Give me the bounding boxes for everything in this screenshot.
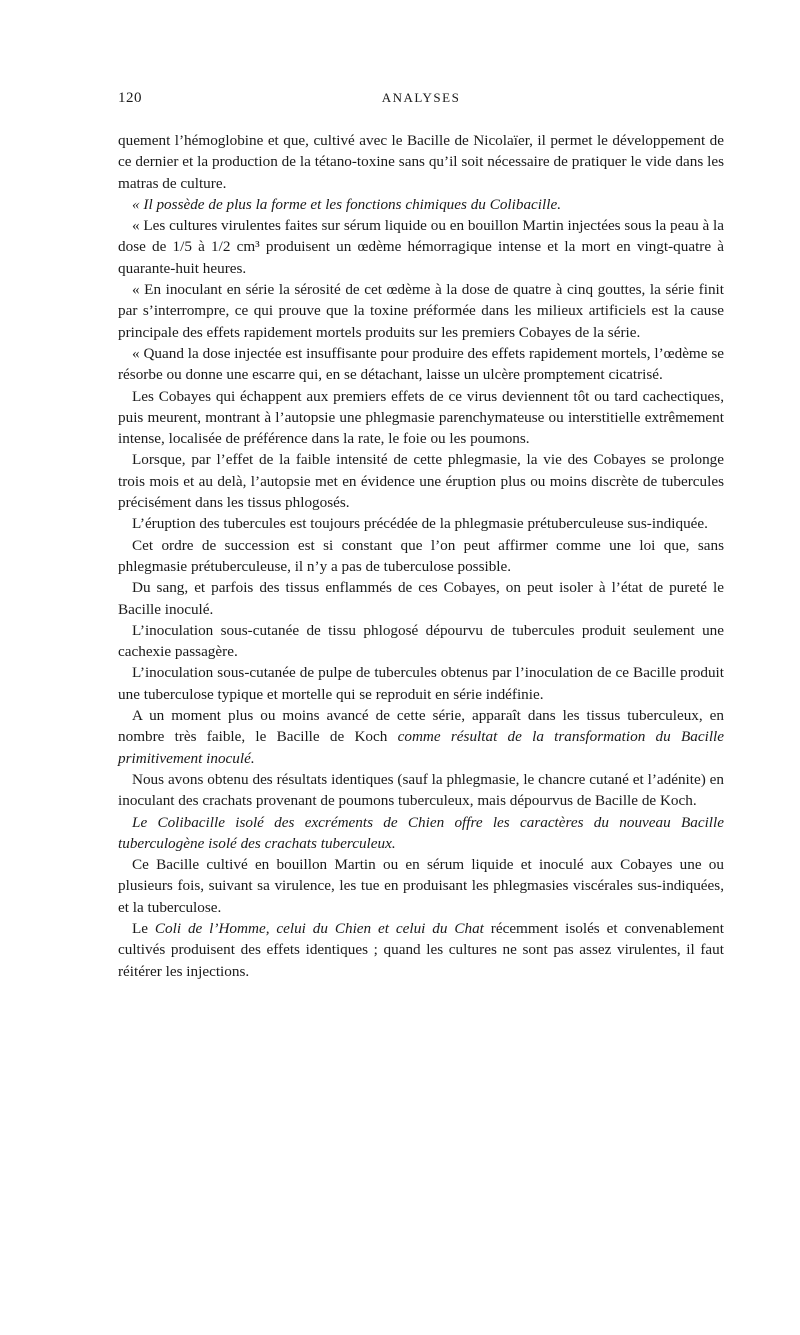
paragraph xyxy=(118,705,724,769)
paragraph: Nous avons obtenu des résultats identiques (sauf la phlegmasie, le chancre cutané et l’adénite) en inoculant des crachats provenant de poumons tuberculeux, mais dépourvus de Bacille de Koch. xyxy=(118,770,724,810)
paragraph-text: récemment isolés et convenablement cultivés produisent des effets identiques ; quand les cultures ne sont pas assez virulentes, il faut réitérer les injections. xyxy=(118,919,724,980)
paragraph: Les Cobayes qui échappent aux premiers effets de ce virus deviennent tôt ou tard cachectiques, puis meurent, montrant à l’autopsie une phlegmasie parenchymateuse ou interstitielle extrêmement intense, localisée de préférence dans la rate, le foie ou les poumons. xyxy=(118,387,724,448)
document-page xyxy=(118,90,724,982)
paragraph-text: A un moment plus ou moins avancé de cette série, apparaît dans les tissus tuberculeux, en nombre très faible, le Bacille de Koch xyxy=(118,707,724,746)
paragraph: Du sang, et parfois des tissus enflammés de ces Cobayes, on peut isoler à l’état de pureté le Bacille inoculé. xyxy=(118,579,724,618)
paragraph: « En inoculant en série la sérosité de cet œdème à la dose de quatre à cinq gouttes, la série finit par s’interrompre, ce qui prouve que la toxine préformée dans les milieux artificiels est la cause principale des effets rapidement mortels produits sur les premiers Cobayes de la série. xyxy=(118,281,724,341)
paragraph: Le Colibacille isolé des excréments de Chien offre les caractères du nouveau Bacille tuberculogène isolé des crachats tuberculeux. xyxy=(118,813,724,852)
paragraph: « Il possède de plus la forme et les fonctions chimiques du Colibacille. xyxy=(132,195,561,213)
paragraph: « Les cultures virulentes faites sur sérum liquide ou en bouillon Martin injectées sous la peau à la dose de 1/5 à 1/2 cm³ produisent un œdème hémorragique intense et la mort en vingt-quatre à quarante-huit heures. xyxy=(118,217,724,277)
page-number: 120 xyxy=(118,90,142,106)
paragraph: quement l’hémoglobine et que, cultivé avec le Bacille de Nicolaïer, il permet le développement de ce dernier et la production de la tétano-toxine sans qu’il soit nécessaire de pratiquer le vide dans les matras de culture. xyxy=(118,132,724,192)
body-text xyxy=(118,130,724,982)
paragraph: Ce Bacille cultivé en bouillon Martin ou en sérum liquide et inoculé aux Cobayes une ou plusieurs fois, suivant sa virulence, les tue en produisant les phlegmasies viscérales sus-indiquées, et la tuberculose. xyxy=(118,856,724,916)
paragraph: L’éruption des tubercules est toujours précédée de la phlegmasie prétuberculeuse sus-indiquée. xyxy=(132,515,708,533)
paragraph: L’inoculation sous-cutanée de tissu phlogosé dépourvu de tubercules produit seulement une cachexie passagère. xyxy=(118,621,724,661)
paragraph: « Quand la dose injectée est insuffisante pour produire des effets rapidement mortels, l’œdème se résorbe ou donne une escarre qui, en se détachant, laisse un ulcère promptement cicatrisé. xyxy=(118,344,724,384)
paragraph-italic-text: Coli de l’Homme, celui du Chien et celui du Chat xyxy=(154,919,484,937)
paragraph: Lorsque, par l’effet de la faible intensité de cette phlegmasie, la vie des Cobayes se prolonge trois mois et au delà, l’autopsie met en évidence une éruption plus ou moins discrète de tubercules précisément dans les tissus phlogosés. xyxy=(118,451,724,512)
page-header xyxy=(118,90,724,114)
paragraph: Cet ordre de succession est si constant que l’on peut affirmer comme une loi que, sans phlegmasie prétuberculeuse, il n’y a pas de tuberculose possible. xyxy=(118,536,724,575)
running-title: ANALYSES xyxy=(381,90,461,105)
paragraph-text: Le xyxy=(132,919,155,937)
paragraph xyxy=(118,918,724,982)
paragraph-italic-text: comme résultat de la transformation du Bacille primitivement inoculé. xyxy=(118,728,725,767)
paragraph: L’inoculation sous-cutanée de pulpe de tubercules obtenus par l’inoculation de ce Bacille produit une tuberculose typique et mortelle qui se reproduit en série indéfinie. xyxy=(118,664,724,703)
